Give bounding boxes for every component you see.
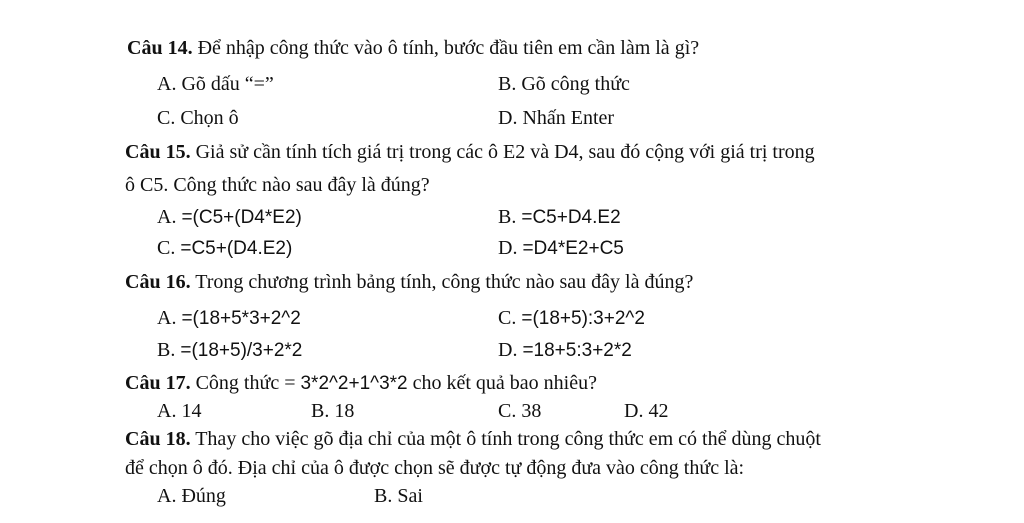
q15-option-d <box>498 236 624 261</box>
q14-option-a: A. Gõ dấu “=” <box>157 73 274 95</box>
question-15-text-line1: Giả sử cần tính tích giá trị trong các ô E2 và D4, sau đó cộng với giá trị trong <box>195 141 815 163</box>
question-18-text-line1: Thay cho việc gõ địa chỉ của một ô tính trong công thức em có thể dùng chuột <box>195 428 821 450</box>
option-letter: B. <box>157 339 176 361</box>
q18-option-a: A. Đúng <box>157 485 226 507</box>
q15-option-b <box>498 205 621 230</box>
q16-option-d <box>498 338 632 363</box>
option-formula: =(18+5*3+2^2 <box>181 308 301 329</box>
question-14-text: Để nhập công thức vào ô tính, bước đầu tiên em cần làm là gì? <box>197 37 700 59</box>
q17-option-c: C. 38 <box>498 400 542 422</box>
q17-option-d: D. 42 <box>624 400 669 422</box>
option-formula: =(18+5):3+2^2 <box>521 308 645 329</box>
question-15 <box>125 140 815 164</box>
q15-option-c <box>157 236 292 261</box>
question-18-line2: để chọn ô đó. Địa chỉ của ô được chọn sẽ được tự động đưa vào công thức là: <box>125 457 745 479</box>
option-letter: C. <box>157 237 176 259</box>
option-formula: =C5+(D4.E2) <box>180 238 293 259</box>
question-15-label: Câu 15. <box>125 141 191 163</box>
option-formula: =D4*E2+C5 <box>522 238 624 259</box>
question-16-text: Trong chương trình bảng tính, công thức nào sau đây là đúng? <box>195 271 694 293</box>
option-letter: D. <box>498 339 518 361</box>
q14-option-b: B. Gõ công thức <box>498 73 630 95</box>
q18-option-b: B. Sai <box>374 485 423 507</box>
option-letter: D. <box>498 237 518 259</box>
option-letter: A. <box>157 206 177 228</box>
option-formula: =(C5+(D4*E2) <box>181 207 302 228</box>
option-formula: =18+5:3+2*2 <box>522 340 632 361</box>
q16-option-b <box>157 338 302 363</box>
option-letter: C. <box>498 307 517 329</box>
q14-option-c: C. Chọn ô <box>157 107 239 129</box>
option-letter: A. <box>157 307 177 329</box>
question-17 <box>125 371 597 396</box>
option-letter: B. <box>498 206 517 228</box>
q16-option-c <box>498 306 645 331</box>
question-17-label: Câu 17. <box>125 372 191 394</box>
q17-option-b: B. 18 <box>311 400 355 422</box>
question-14-label: Câu 14. <box>127 37 193 59</box>
question-18 <box>125 427 821 451</box>
option-formula: =C5+D4.E2 <box>521 207 621 228</box>
question-16-label: Câu 16. <box>125 271 191 293</box>
question-17-text-after: cho kết quả bao nhiêu? <box>412 372 597 394</box>
q17-option-a: A. 14 <box>157 400 202 422</box>
option-formula: =(18+5)/3+2*2 <box>180 340 303 361</box>
question-15-line2: ô C5. Công thức nào sau đây là đúng? <box>125 174 430 196</box>
question-18-label: Câu 18. <box>125 428 191 450</box>
q15-option-a <box>157 205 302 230</box>
q16-option-a <box>157 306 301 331</box>
question-14 <box>127 36 699 60</box>
question-17-formula: 3*2^2+1^3*2 <box>300 373 408 394</box>
q14-option-d: D. Nhấn Enter <box>498 107 615 129</box>
question-16 <box>125 270 693 294</box>
question-17-text-before: Công thức = <box>195 372 296 394</box>
